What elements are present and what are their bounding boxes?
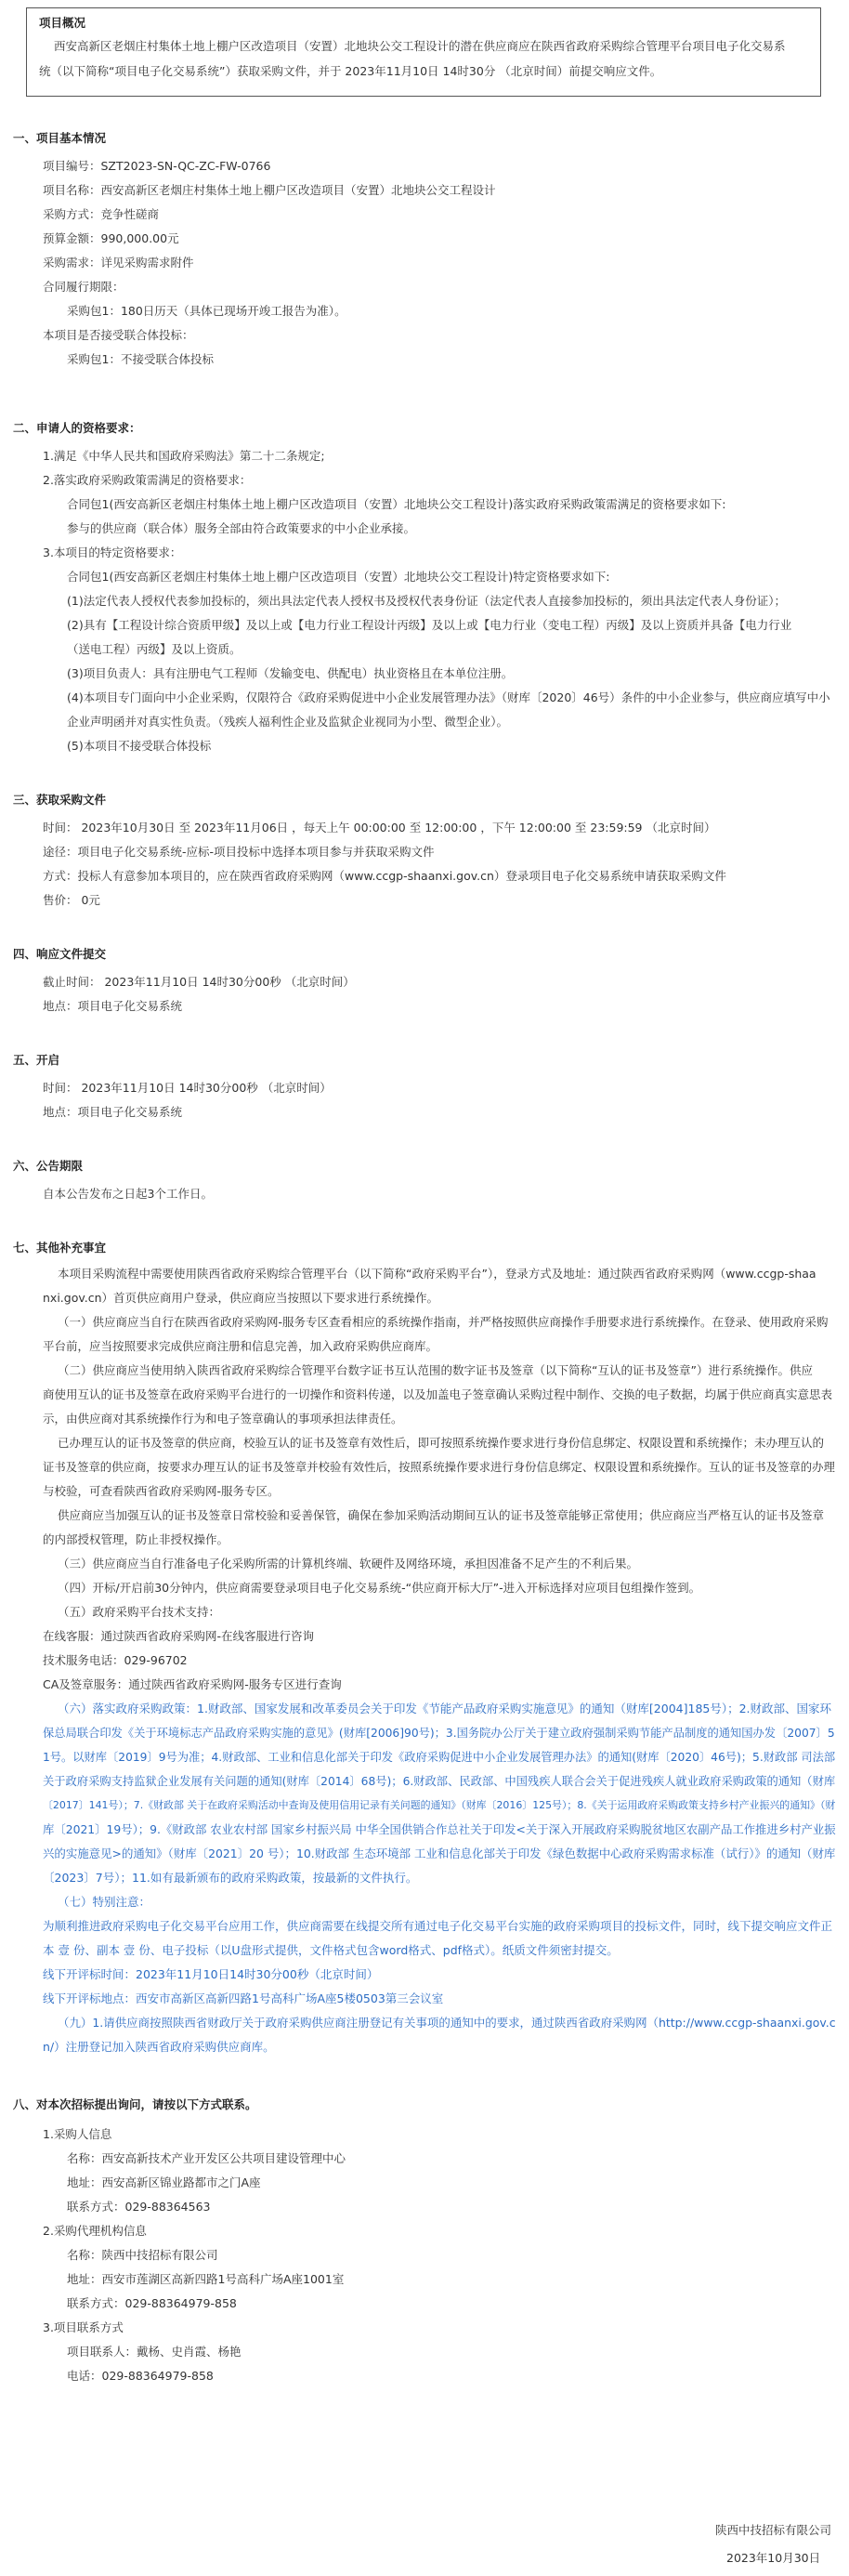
section-line: 1.满足《中华人民共和国政府采购法》第二十二条规定; xyxy=(43,449,325,463)
contact-line: 联系方式：029-88364979-858 xyxy=(67,2296,237,2310)
contact-line: 项目联系人：戴杨、史肖霞、杨艳 xyxy=(67,2345,242,2359)
section-line: 采购包1：不接受联合体投标 xyxy=(67,352,214,366)
footer-date: 2023年10月30日 xyxy=(726,2551,821,2565)
section-line: 采购包1：180日历天（具体已现场开竣工报告为准）。 xyxy=(67,304,346,318)
section-line: 项目编号：SZT2023-SN-QC-ZC-FW-0766 xyxy=(43,159,271,173)
section-line: 商使用互认的证书及签章在政府采购平台进行的一切操作和资料传递，以及加盖电子签章确认采购过程中制作、交换的电子数据，均属于供应商真实意思表 xyxy=(43,1387,833,1401)
section-line: 本项目采购流程中需要使用陕西省政府采购综合管理平台（以下简称“政府采购平台”），登录方式及地址：通过陕西省政府采购网（www.ccgp-shaa xyxy=(58,1267,816,1281)
section-line: （送电工程）丙级】及以上资质。 xyxy=(67,642,242,656)
policy-line: （七）特别注意： xyxy=(58,1895,151,1909)
section-line: 时间： 2023年10月30日 至 2023年11月06日 ，每天上午 00:00:00 至 12:00:00 ，下午 12:00:00 至 23:59:59 （北京时间） xyxy=(43,821,716,835)
section-line: 途径：项目电子化交易系统-应标-项目投标中选择本项目参与并获取采购文件 xyxy=(43,845,435,859)
section-line: 3.本项目的特定资格要求： xyxy=(43,545,182,559)
section-title: 六、公告期限 xyxy=(13,1159,84,1173)
policy-line: 线下开评标时间：2023年11月10日14时30分00秒（北京时间） xyxy=(43,1967,379,1981)
overview-line: 西安高新区老烟庄村集体土地上棚户区改造项目（安置）北地块公交工程设计的潜在供应商应在陕西省政府采购综合管理平台项目电子化交易系 xyxy=(54,39,786,53)
contact-line: 名称：陕西中技招标有限公司 xyxy=(67,2248,218,2262)
section-line: （四）开标/开启前30分钟内，供应商需要登录项目电子化交易系统-“供应商开标大厅”-进入开标选择对应项目包组操作签到。 xyxy=(58,1581,701,1595)
section-line: 本项目是否接受联合体投标： xyxy=(43,328,194,342)
section-line: (1)法定代表人授权代表参加投标的，须出具法定代表人授权书及授权代表身份证（法定代表人直接参加投标的，须出具法定代表人身份证）； xyxy=(67,594,786,608)
section-title: 三、获取采购文件 xyxy=(13,793,107,807)
policy-line: 为顺利推进政府采购电子化交易平台应用工作，供应商需要在线提交所有通过电子化交易平台实施的政府采购项目的投标文件，同时，线下提交响应文件正 xyxy=(43,1919,833,1933)
section-line: （一）供应商应当自行在陕西省政府采购网-服务专区查看相应的系统操作指南，并严格按照供应商操作手册要求进行系统操作。在登录、使用政府采购 xyxy=(58,1315,829,1329)
section-line: 方式：投标人有意参加本项目的，应在陕西省政府采购网（www.ccgp-shaanxi.gov.cn）登录项目电子化交易系统申请获取采购文件 xyxy=(43,869,726,883)
section-line: 在线客服：通过陕西省政府采购网-在线客服进行咨询 xyxy=(43,1629,315,1643)
overview-title: 项目概况 xyxy=(39,16,86,30)
policy-line: 保总局联合印发《关于环境标志产品政府采购实施的意见》(财库[2006]90号)；3.国务院办公厅关于建立政府强制采购节能产品制度的通知国办发〔2007〕5 xyxy=(43,1727,835,1740)
policy-line: （六）落实政府采购政策：1.财政部、国家发展和改革委员会关于印发《节能产品政府采购实施意见》的通知（财库[2004]185号）；2.财政部、国家环 xyxy=(58,1702,832,1715)
section-line: 供应商应当加强互认的证书及签章日常校验和妥善保管，确保在参加采购活动期间互认的证书及签章能够正常使用；供应商应当严格互认的证书及签章 xyxy=(58,1508,825,1522)
section-line: (3)项目负责人：具有注册电气工程师（发输变电、供配电）执业资格且在本单位注册。 xyxy=(67,666,514,680)
section-line: 预算金额：990,000.00元 xyxy=(43,231,179,245)
section-line: 自本公告发布之日起3个工作日。 xyxy=(43,1187,213,1201)
policy-line: 本 壹 份、副本 壹 份、电子投标（以U盘形式提供，文件格式包含word格式、pdf格式）。纸质文件须密封提交。 xyxy=(43,1943,619,1957)
policy-line: 兴的实施意见>的通知》（财库〔2021〕20 号）；10.财政部 生态环境部 工业和信息化部关于印发《绿色数据中心政府采购需求标准（试行）》的通知（财库 xyxy=(43,1847,836,1860)
section-line: 企业声明函并对真实性负责。（残疾人福利性企业及监狱企业视同为小型、微型企业）。 xyxy=(67,715,509,729)
section-line: (5)本项目不接受联合体投标 xyxy=(67,739,212,753)
section-line: 采购方式：竞争性磋商 xyxy=(43,207,160,221)
section-title: 二、申请人的资格要求： xyxy=(13,421,141,435)
section-line: 合同包1(西安高新区老烟庄村集体土地上棚户区改造项目（安置）北地块公交工程设计)特定资格要求如下: xyxy=(67,570,610,584)
contact-line: 联系方式：029-88364563 xyxy=(67,2200,211,2214)
section-line: (2)具有【工程设计综合资质甲级】及以上或【电力行业工程设计丙级】及以上或【电力行业（变电工程）丙级】及以上资质并具备【电力行业 xyxy=(67,618,792,632)
policy-line: 库〔2021〕19号）；9.《财政部 农业农村部 国家乡村振兴局 中华全国供销合作总社关于印发<关于深入开展政府采购脱贫地区农副产品工作推进乡村产业振 xyxy=(43,1823,836,1836)
section-line: nxi.gov.cn）首页供应商用户登录，供应商应当按照以下要求进行系统操作。 xyxy=(43,1291,439,1305)
section-line: 合同履行期限： xyxy=(43,280,124,294)
section-title: 四、响应文件提交 xyxy=(13,947,107,961)
section-title: 七、其他补充事宜 xyxy=(13,1241,107,1255)
section-line: 技术服务电话：029-96702 xyxy=(43,1653,188,1667)
section-line: CA及签章服务：通过陕西省政府采购网-服务专区进行查询 xyxy=(43,1677,342,1691)
contact-line: 名称：西安高新技术产业开发区公共项目建设管理中心 xyxy=(67,2151,346,2165)
section-line: 采购需求：详见采购需求附件 xyxy=(43,256,194,269)
policy-line: 1号。以财库〔2019〕9号为准；4.财政部、工业和信息化部关于印发《政府采购促进中小企业发展管理办法》的通知(财库〔2020〕46号)；5.财政部 司法部 xyxy=(43,1751,836,1764)
contact-line: 2.采购代理机构信息 xyxy=(43,2224,147,2238)
section-line: 与校验，可查看陕西省政府采购网-服务专区。 xyxy=(43,1484,280,1498)
overview-line: 统（以下简称“项目电子化交易系统”）获取采购文件，并于 2023年11月10日 14时30分 （北京时间）前提交响应文件。 xyxy=(39,64,662,78)
section-line: 证书及签章的供应商，按要求办理互认的证书及签章并校验有效性后，按照系统操作要求进行身份信息绑定、权限设置和系统操作。互认的证书及签章的办理 xyxy=(43,1461,835,1474)
section-line: 售价： 0元 xyxy=(43,893,100,907)
section-line: 合同包1(西安高新区老烟庄村集体土地上棚户区改造项目（安置）北地块公交工程设计)落实政府采购政策需满足的资格要求如下: xyxy=(67,497,726,511)
section-title: 一、项目基本情况 xyxy=(13,131,107,145)
policy-line: 〔2017〕141号）；7.《财政部 关于在政府采购活动中查询及使用信用记录有关问题的通知》（财库〔2016〕125号）；8.《关于运用政府采购政策支持乡村产业振兴的通知》（财 xyxy=(43,1799,836,1811)
section-line: 示，由供应商对其系统操作行为和电子签章确认的事项承担法律责任。 xyxy=(43,1412,403,1426)
section-line: 项目名称：西安高新区老烟庄村集体土地上棚户区改造项目（安置）北地块公交工程设计 xyxy=(43,183,496,197)
section-line: （二）供应商应当使用纳入陕西省政府采购综合管理平台数字证书互认范围的数字证书及签章（以下简称“互认的证书及签章”）进行系统操作。供应 xyxy=(58,1363,813,1377)
section-line: （三）供应商应当自行准备电子化采购所需的计算机终端、软硬件及网络环境，承担因准备不足产生的不利后果。 xyxy=(58,1557,639,1571)
section-line: 地点：项目电子化交易系统 xyxy=(43,1105,183,1119)
policy-line: 线下开评标地点：西安市高新区高新四路1号高科广场A座5楼0503第三会议室 xyxy=(43,1991,444,2005)
section-line: 平台前，应当按照要求完成供应商注册和信息完善，加入政府采购供应商库。 xyxy=(43,1339,438,1353)
section-line: 的内部授权管理，防止非授权操作。 xyxy=(43,1532,229,1546)
contact-line: 1.采购人信息 xyxy=(43,2127,112,2141)
section-line: 已办理互认的证书及签章的供应商，校验互认的证书及签章有效性后，即可按照系统操作要求进行身份信息绑定、权限设置和系统操作；未办理互认的 xyxy=(58,1436,825,1450)
footer-company: 陕西中技招标有限公司 xyxy=(715,2523,832,2537)
contact-line: 地址：西安高新区锦业路都市之门A座 xyxy=(67,2175,261,2189)
section-title: 八、对本次招标提出询问，请按以下方式联系。 xyxy=(13,2097,257,2111)
section-title: 五、开启 xyxy=(13,1053,60,1067)
contact-line: 地址：西安市莲湖区高新四路1号高科广场A座1001室 xyxy=(67,2272,345,2286)
policy-line: 关于政府采购支持监狱企业发展有关问题的通知(财库〔2014〕68号)；6.财政部、民政部、中国残疾人联合会关于促进残疾人就业政府采购政策的通知（财库 xyxy=(43,1775,836,1788)
section-line: (4)本项目专门面向中小企业采购，仅限符合《政府采购促进中小企业发展管理办法》（财库〔2020〕46号）条件的中小企业参与，供应商应填写中小 xyxy=(67,690,830,704)
section-line: 时间： 2023年11月10日 14时30分00秒 （北京时间） xyxy=(43,1081,332,1095)
section-line: （五）政府采购平台技术支持： xyxy=(58,1605,221,1619)
section-line: 地点：项目电子化交易系统 xyxy=(43,999,183,1013)
policy-line: 〔2023〕7号）；11.如有最新颁布的政府采购政策，按最新的文件执行。 xyxy=(43,1871,418,1885)
section-line: 参与的供应商（联合体）服务全部由符合政策要求的中小企业承接。 xyxy=(67,521,416,535)
contact-line: 3.项目联系方式 xyxy=(43,2320,124,2334)
section-line: 截止时间： 2023年11月10日 14时30分00秒 （北京时间） xyxy=(43,975,355,989)
contact-line: 电话：029-88364979-858 xyxy=(67,2369,214,2383)
policy-line: （九）1.请供应商按照陕西省财政厅关于政府采购供应商注册登记有关事项的通知中的要求，通过陕西省政府采购网（http://www.ccgp-shaanxi.gov.c xyxy=(58,2016,836,2030)
policy-line: n/）注册登记加入陕西省政府采购供应商库。 xyxy=(43,2040,275,2054)
section-line: 2.落实政府采购政策需满足的资格要求： xyxy=(43,473,252,487)
